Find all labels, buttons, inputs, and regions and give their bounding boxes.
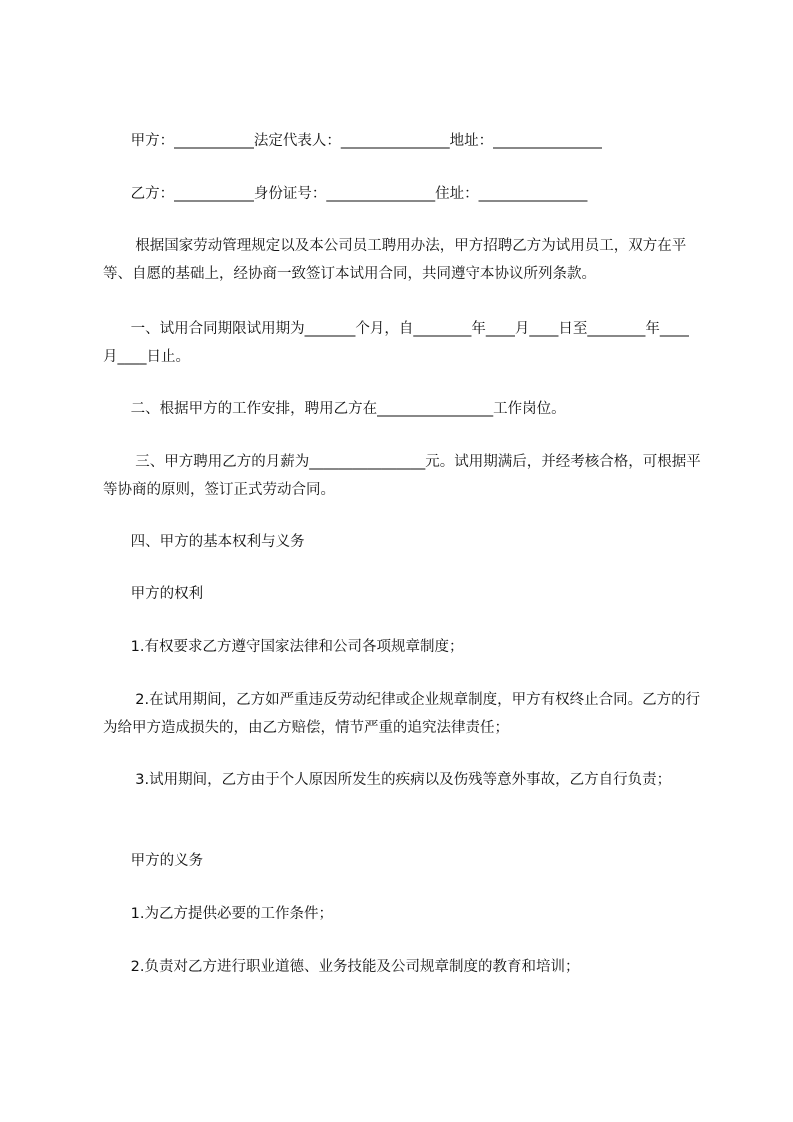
clause-1-term: 一、试用合同期限试用期为_______个月，自________年____月____日至________年____月____日止。 xyxy=(103,321,689,365)
rights-item-1: 1.有权要求乙方遵守国家法律和公司各项规章制度； xyxy=(103,639,464,655)
duties-item-2: 2.负责对乙方进行职业道德、业务技能及公司规章制度的教育和培训； xyxy=(103,959,580,975)
rights-item-2: 2.在试用期间，乙方如严重违反劳动纪律或企业规章制度，甲方有权终止合同。乙方的行为给甲方造成损失的，由乙方赔偿，情节严重的追究法律责任； xyxy=(103,692,701,736)
party-a-line: 甲方：___________法定代表人：_______________地址：_______________ xyxy=(103,133,602,149)
duties-item-1: 1.为乙方提供必要的工作条件； xyxy=(103,906,333,922)
party-a-duties-heading: 甲方的义务 xyxy=(103,853,204,869)
preamble-paragraph: 根据国家劳动管理规定以及本公司员工聘用办法，甲方招聘乙方为试用员工，双方在平等、自愿的基础上，经协商一致签订本试用合同，共同遵守本协议所列条款。 xyxy=(103,238,687,282)
clause-4-heading: 四、甲方的基本权利与义务 xyxy=(103,534,305,550)
party-a-rights-heading: 甲方的权利 xyxy=(103,586,204,602)
clause-3-salary: 三、甲方聘用乙方的月薪为________________元。试用期满后，并经考核合格，可根据平等协商的原则，签订正式劳动合同。 xyxy=(103,454,701,498)
party-b-line: 乙方：___________身份证号：_______________住址：_______________ xyxy=(103,186,588,202)
clause-2-position: 二、根据甲方的工作安排，聘用乙方在________________工作岗位。 xyxy=(103,401,566,417)
rights-item-3: 3.试用期间，乙方由于个人原因所发生的疾病以及伤残等意外事故，乙方自行负责； xyxy=(103,772,672,788)
